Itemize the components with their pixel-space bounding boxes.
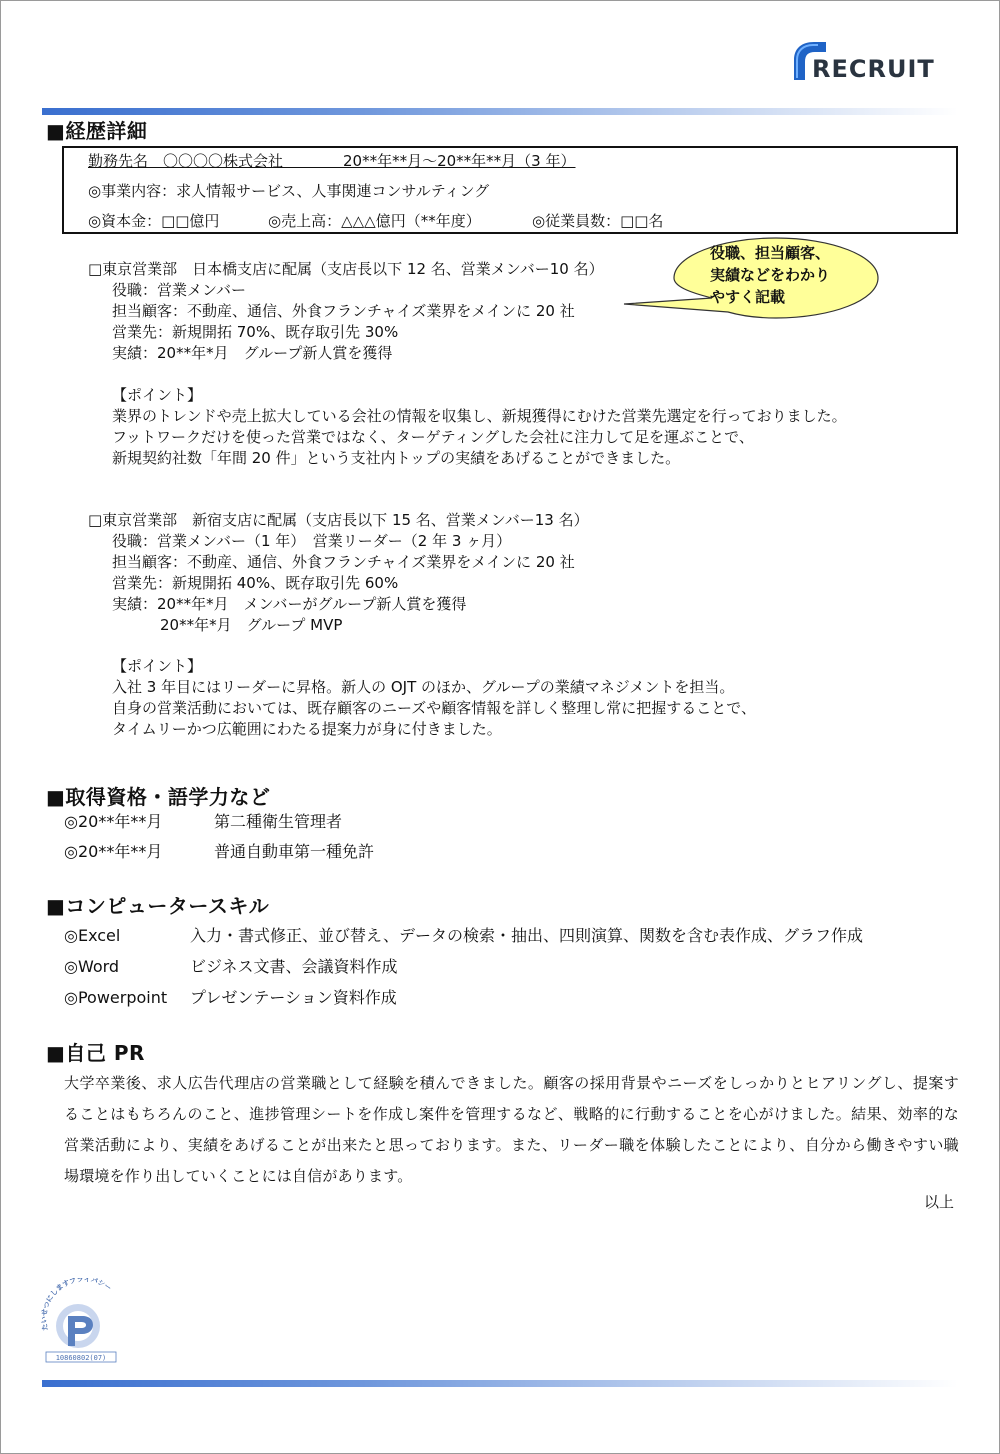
employees: ◎従業員数：□□名 bbox=[532, 212, 664, 230]
svg-text:たいせつにしますプライバシー: たいせつにしますプライバシー bbox=[40, 1278, 113, 1332]
posting-1-targets: 営業先：新規開拓 70%、既存取引先 30% bbox=[112, 323, 399, 341]
pr-heading: ■自己 PR bbox=[46, 1041, 145, 1065]
qualification-name: 第二種衛生管理者 bbox=[214, 812, 343, 831]
posting-2-title: □東京営業部 新宿支店に配属（支店長以下 15 名、営業メンバー13 名） bbox=[88, 511, 589, 529]
qualification-date: ◎20**年**月 bbox=[64, 842, 163, 861]
capital: ◎資本金：□□億円 bbox=[88, 212, 220, 230]
skill-app: ◎Excel bbox=[64, 926, 121, 945]
skill-desc: プレゼンテーション資料作成 bbox=[190, 988, 397, 1007]
skill-app: ◎Word bbox=[64, 957, 120, 976]
posting-2-point-line: タイムリーかつ広範囲にわたる提案力が身に付きました。 bbox=[112, 720, 502, 738]
posting-1-point-line: 業界のトレンドや売上拡大している会社の情報を収集し、新規獲得にむけた営業先選定を行っておりました。 bbox=[112, 407, 847, 425]
career-heading: ■経歴詳細 bbox=[46, 119, 148, 143]
company-line: 勤務先名 〇〇〇〇株式会社 20**年**月～20**年**月（3 年） bbox=[88, 152, 576, 170]
posting-1-role: 役職：営業メンバー bbox=[112, 281, 246, 299]
footer-rule bbox=[42, 1380, 958, 1387]
posting-2-point-label: 【ポイント】 bbox=[112, 657, 203, 675]
posting-1-title: □東京営業部 日本橋支店に配属（支店長以下 12 名、営業メンバー10 名） bbox=[88, 260, 604, 278]
privacy-mark bbox=[38, 1278, 128, 1364]
qualifications-heading: ■取得資格・語学力など bbox=[46, 785, 271, 809]
qualification-name: 普通自動車第一種免許 bbox=[214, 842, 375, 861]
posting-1-point-label: 【ポイント】 bbox=[112, 386, 203, 404]
posting-2-targets: 営業先：新規開拓 40%、既存取引先 60% bbox=[112, 574, 399, 592]
callout-text: 役職、担当顧客、 実績などをわかり やすく記載 bbox=[710, 244, 831, 306]
posting-1-clients: 担当顧客：不動産、通信、外食フランチャイズ業界をメインに 20 社 bbox=[112, 302, 575, 320]
skill-desc: 入力・書式修正、並び替え、データの検索・抽出、四則演算、関数を含む表作成、グラフ作成 bbox=[190, 926, 863, 945]
privacy-mark-logo bbox=[38, 1278, 128, 1364]
posting-1-results: 実績：20**年*月 グループ新人賞を獲得 bbox=[112, 344, 393, 362]
recruit-logo bbox=[788, 38, 958, 86]
skill-app: ◎Powerpoint bbox=[64, 988, 168, 1007]
pr-text: 大学卒業後、求人広告代理店の営業職として経験を積んできました。顧客の採用背景やニーズをしっかりとヒアリングし、提案することはもちろんのこと、進捗管理シートを作成し案件を管理するなど、戦略的に行動することを心がけました。結果、効率的な営業活動により、実績をあげることが出来たと思っております。また、リーダー職を体験したことにより、自分から働きやすい職場環境を作り出していくことには自信があります。 bbox=[64, 1074, 959, 1185]
posting-2-role: 役職：営業メンバー（1 年） 営業リーダー（2 年 3 ヶ月） bbox=[112, 532, 512, 550]
recruit-logo-text: RECRUIT bbox=[812, 55, 935, 83]
posting-2-clients: 担当顧客：不動産、通信、外食フランチャイズ業界をメインに 20 社 bbox=[112, 553, 575, 571]
posting-1-point-line: フットワークだけを使った営業ではなく、ターゲティングした会社に注力して足を運ぶことで、 bbox=[112, 428, 754, 446]
posting-2-results-cont: 20**年*月 グループ MVP bbox=[160, 616, 343, 634]
posting-1-point-line: 新規契約社数「年間 20 件」という支社内トップの実績をあげることができました。 bbox=[112, 449, 681, 467]
sales: ◎売上高：△△△億円（**年度） bbox=[268, 212, 481, 230]
posting-2-results: 実績：20**年*月 メンバーがグループ新人賞を獲得 bbox=[112, 595, 467, 613]
posting-2-point-line: 自身の営業活動においては、既存顧客のニーズや顧客情報を詳しく整理し常に把握することで、 bbox=[112, 699, 756, 717]
posting-2-point-line: 入社 3 年目にはリーダーに昇格。新人の OJT のほか、グループの業績マネジメントを担当。 bbox=[112, 678, 735, 696]
svg-text:10860802(07): 10860802(07) bbox=[55, 1354, 107, 1362]
skill-desc: ビジネス文書、会議資料作成 bbox=[190, 957, 398, 976]
closing-text: 以上 bbox=[924, 1193, 955, 1211]
header-rule bbox=[42, 108, 958, 115]
qualification-date: ◎20**年**月 bbox=[64, 812, 163, 831]
skills-heading: ■コンピュータースキル bbox=[46, 894, 270, 918]
business-content: ◎事業内容：求人情報サービス、人事関連コンサルティング bbox=[88, 182, 490, 200]
